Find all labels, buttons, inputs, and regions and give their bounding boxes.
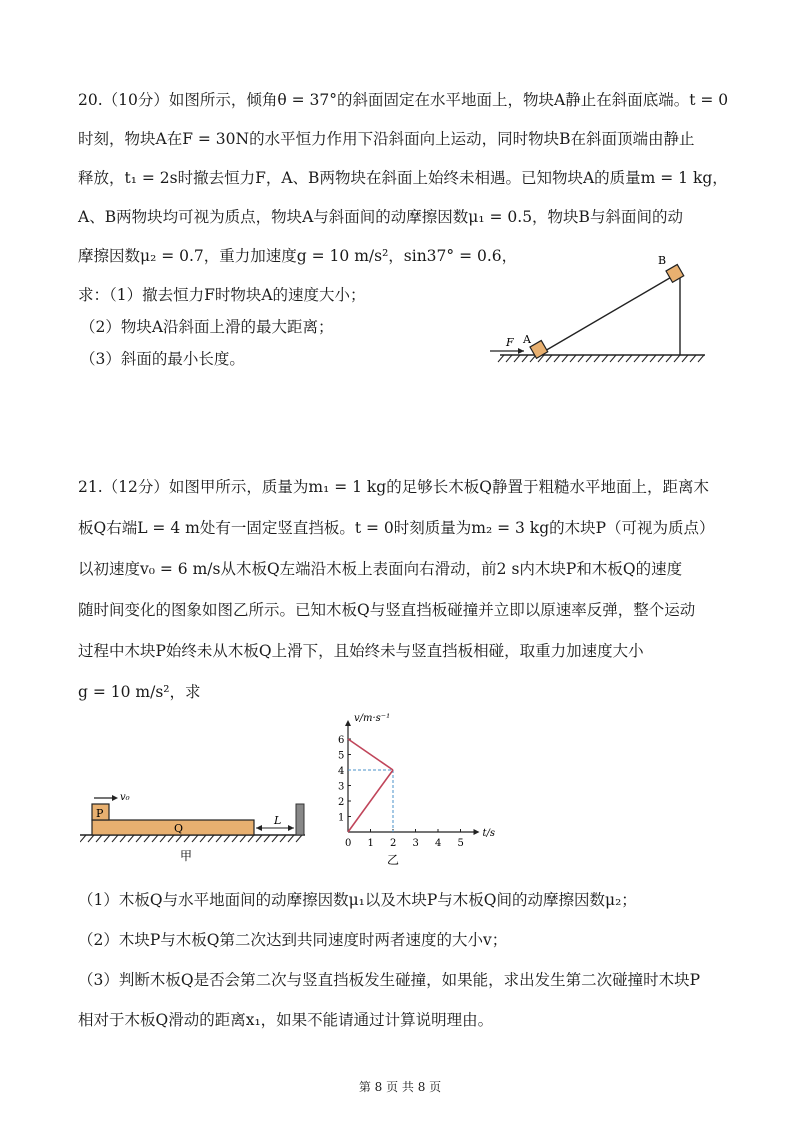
y-tick-label: 5 <box>338 750 345 762</box>
board-q <box>92 820 254 835</box>
x-tick-label: 0 <box>345 838 352 849</box>
y-axis-arrow <box>345 720 351 726</box>
q21-question-2: （2）木块P与木板Q第二次达到共同速度时两者速度的大小v； <box>78 931 508 949</box>
label-l: L <box>274 814 282 827</box>
force-arrow-head <box>518 348 524 354</box>
y-tick-label: 6 <box>338 735 345 746</box>
q20-line-2: 时刻，物块A在F = 30N的水平恒力作用下沿斜面向上运动，同时物块B在斜面顶端由静止 <box>78 130 695 148</box>
q20-line-3: 释放，t₁ = 2s时撤去恒力F，A、B两物块在斜面上始终未相遇。已知物块A的质量m = 1 kg， <box>78 169 728 187</box>
q20-line-8: （3）斜面的最小长度。 <box>80 350 245 368</box>
q20-line-1: 20.（10分）如图所示，倾角θ = 37°的斜面固定在水平地面上，物块A静止在斜面底端。t = 0 <box>78 91 729 109</box>
v0-arrow-head <box>112 795 118 801</box>
q20-line-4: A、B两物块均可视为质点，物块A与斜面间的动摩擦因数μ₁ = 0.5，物块B与斜面间的动 <box>78 208 683 226</box>
q21-line-6: g = 10 m/s²，求 <box>78 683 201 701</box>
x-axis-arrow <box>474 829 480 835</box>
q21-line-4: 随时间变化的图象如图乙所示。已知木板Q与竖直挡板碰撞并立即以原速率反弹，整个运动 <box>78 601 696 619</box>
page-footer: 第 8 页 共 8 页 <box>358 1080 442 1094</box>
x-axis-label: t/s <box>482 828 496 839</box>
label-block-a: A <box>523 333 531 346</box>
series-line-1 <box>348 739 393 770</box>
incline-surface <box>538 272 680 355</box>
q20-line-6: 求：（1）撤去恒力F时物块A的速度大小； <box>78 286 366 304</box>
x-tick-label: 4 <box>435 838 442 849</box>
x-tick-label: 3 <box>412 838 419 849</box>
q20-line-5: 摩擦因数μ₂ = 0.7，重力加速度g = 10 m/s²，sin37° = 0.6， <box>78 247 518 265</box>
label-q: Q <box>174 822 184 835</box>
label-block-b: B <box>658 254 667 267</box>
q21-line-5: 过程中木块P始终未从木板Q上滑下，且始终未与竖直挡板相碰，取重力加速度大小 <box>78 642 644 660</box>
q20-line-7: （2）物块A沿斜面上滑的最大距离； <box>80 318 334 336</box>
label-v0: v₀ <box>120 792 130 803</box>
distance-arrow-left <box>256 825 262 831</box>
series-line-2 <box>348 770 393 832</box>
q21-line-3: 以初速度v₀ = 6 m/s从木板Q左端沿木板上表面向右滑动，前2 s内木块P和木板Q的速度 <box>78 560 683 578</box>
floor-hatching <box>80 835 302 842</box>
y-tick-label: 1 <box>338 812 345 824</box>
figure-jia <box>80 780 320 870</box>
q21-line-2: 板Q右端L = 4 m处有一固定竖直挡板。t = 0时刻质量为m₂ = 3 kg的木块P（可视为质点） <box>78 519 715 537</box>
y-tick-label: 4 <box>338 766 345 777</box>
x-tick-label: 1 <box>367 838 374 849</box>
q21-line-1: 21.（12分）如图甲所示，质量为m₁ = 1 kg的足够长木板Q静置于粗糙水平地面上，距离木 <box>78 478 709 496</box>
wall-barrier <box>296 804 304 835</box>
distance-arrow-right <box>288 825 294 831</box>
x-tick-label: 5 <box>457 838 464 849</box>
x-tick-label: 2 <box>390 838 397 849</box>
q21-question-4: 相对于木板Q滑动的距离x₁，如果不能请通过计算说明理由。 <box>78 1011 494 1029</box>
incline-figure <box>480 250 730 370</box>
y-axis-label: v/m·s⁻¹ <box>354 713 391 724</box>
label-force: F <box>506 336 514 349</box>
y-tick-label: 3 <box>338 781 345 793</box>
block-b <box>666 265 684 283</box>
label-p: P <box>96 807 104 820</box>
q21-question-1: （1）木板Q与水平地面间的动摩擦因数μ₁以及木块P与木板Q间的动摩擦因数μ₂； <box>78 891 637 909</box>
vt-chart <box>318 712 518 872</box>
ground-hatching <box>498 355 704 362</box>
caption-jia: 甲 <box>180 849 193 863</box>
chart-caption: 乙 <box>387 853 400 867</box>
q21-question-3: （3）判断木板Q是否会第二次与竖直挡板发生碰撞，如果能，求出发生第二次碰撞时木块P <box>78 971 701 989</box>
y-tick-label: 2 <box>338 797 345 808</box>
